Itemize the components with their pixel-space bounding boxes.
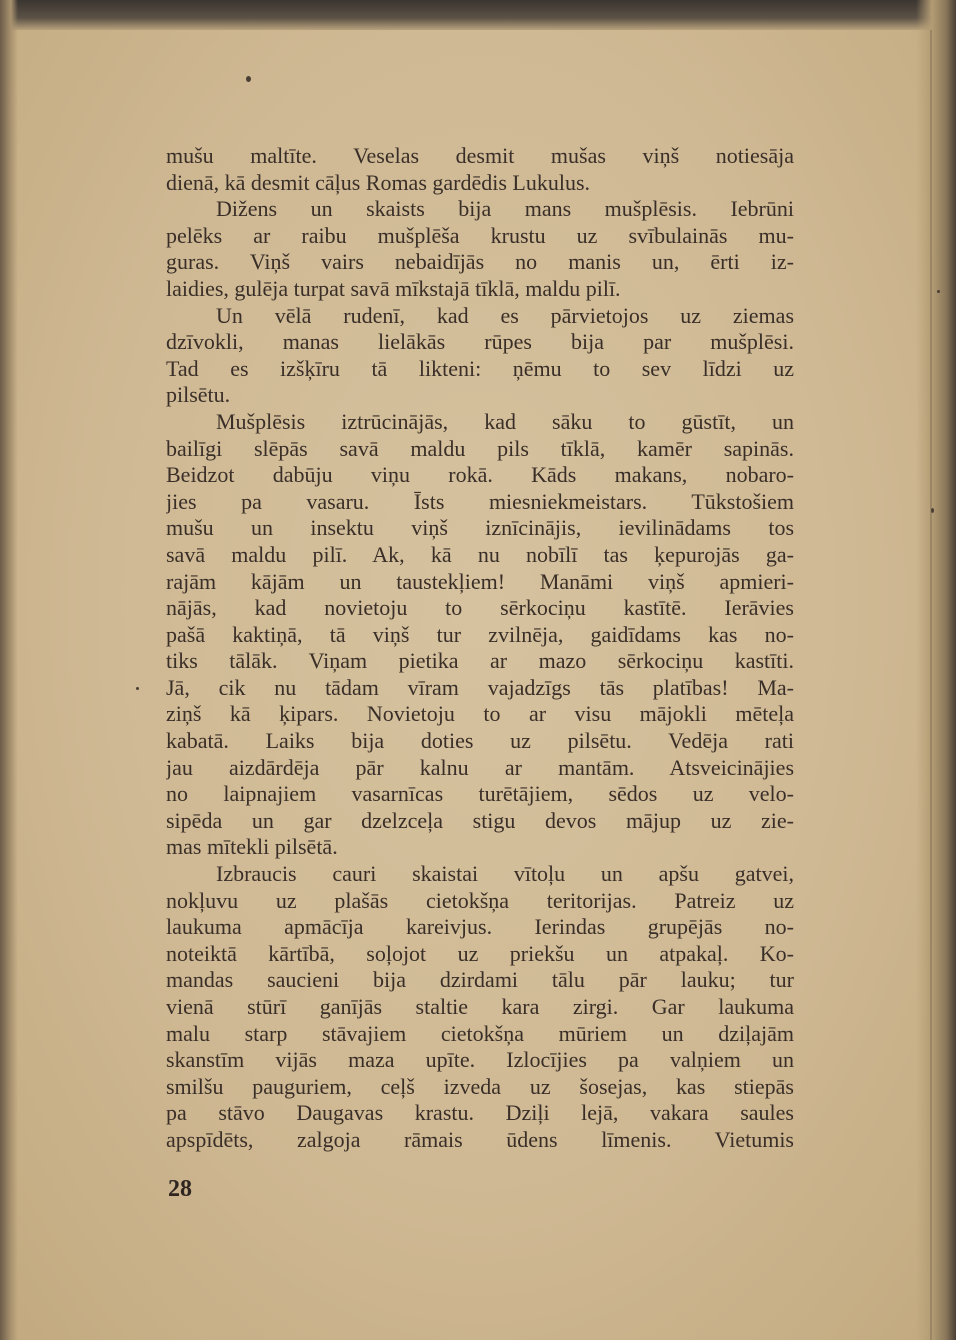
text-line: Izbraucis cauri skaistai vītoļu un apšu gatvei, (216, 861, 794, 887)
ink-speck (937, 290, 940, 293)
text-line: nokļuvu uz plašās cietokšņa teritorijas. Patreiz uz (166, 887, 794, 913)
text-line: tiks tālāk. Viņam pietika ar mazo sērkociņu kastīti. (166, 648, 794, 674)
text-line: pa stāvo Daugavas krastu. Dziļi lejā, vakara saules (166, 1100, 794, 1126)
ink-speck (136, 687, 139, 690)
text-line: dienā, kā desmit cāļus Romas gardēdis Lukulus. (166, 169, 591, 195)
text-line: mas mītekli pilsētā. (166, 834, 338, 860)
text-line: noteiktā kārtībā, soļojot uz priekšu un atpakaļ. Ko- (166, 940, 794, 966)
text-line: laidies, gulēja turpat savā mīkstajā tīklā, maldu pilī. (166, 275, 621, 301)
ink-speck (931, 508, 934, 513)
text-line: no laipnajiem vasarnīcas turētājiem, sēdos uz velo- (166, 781, 794, 807)
text-line: savā maldu pilī. Ak, kā nu nobīlī tas ķepurojās ga- (166, 541, 794, 567)
text-line: Jā, cik nu tādam vīram vajadzīgs tās platības! Ma- (166, 674, 794, 700)
text-line: Un vēlā rudenī, kad es pārvietojos uz ziemas (216, 302, 794, 328)
text-line: Tad es izšķīru tā likteni: ņēmu to sev līdzi uz (166, 355, 794, 381)
text-line: sipēda un gar dzelzceļa stigu devos mājup uz zie- (166, 807, 794, 833)
ink-speck (246, 76, 251, 82)
text-line: guras. Viņš vairs nebaidījās no manis un, ērti iz- (166, 249, 794, 275)
text-line: pelēks ar raibu mušplēša krustu uz svībulainās mu- (166, 222, 794, 248)
text-line: pilsētu. (166, 382, 231, 408)
text-line: jies pa vasaru. Īsts miesniekmeistars. Tūkstošiem (166, 488, 794, 514)
text-line: skanstīm vijās maza upīte. Izlocījies pa valņiem un (166, 1047, 794, 1073)
text-line: Dižens un skaists bija mans mušplēsis. Iebrūni (216, 196, 794, 222)
text-line: nājās, kad novietoju to sērkociņu kastītē. Ierāvies (166, 595, 794, 621)
text-line: laukuma apmācīja kareivjus. Ierindas grupējās no- (166, 914, 794, 940)
text-line: malu starp stāvajiem cietokšņa mūriem un dziļajām (166, 1020, 794, 1046)
text-line: jau aizdārdēja pār kalnu ar mantām. Atsveicinājies (166, 754, 794, 780)
page-number: 28 (168, 1176, 192, 1202)
page-right-edge (916, 0, 956, 1340)
text-line: dzīvokli, manas lielākās rūpes bija par mušplēsi. (166, 329, 794, 355)
text-line: rajām kājām un taustekļiem! Manāmi viņš apmieri- (166, 568, 794, 594)
text-line: vienā stūrī ganījās staltie kara zirgi. Gar laukuma (166, 994, 794, 1019)
page-top-shadow (0, 0, 956, 30)
text-line: Mušplēsis iztrūcinājās, kad sāku to gūstīt, un (216, 408, 794, 434)
text-line: apspīdēts, zalgoja rāmais ūdens līmenis. Vietumis (166, 1126, 794, 1152)
page-left-edge (0, 0, 18, 1340)
page-binding-line (930, 30, 932, 1340)
text-line: bailīgi slēpās savā maldu pils tīklā, kamēr sapinās. (166, 435, 794, 461)
text-line: kabatā. Laiks bija doties uz pilsētu. Vedēja rati (166, 728, 794, 754)
body-text (166, 143, 794, 1154)
text-line: mandas saucieni bija dzirdami tālu pār lauku; tur (166, 967, 794, 993)
text-line: mušu maltīte. Veselas desmit mušas viņš notiesāja (166, 143, 794, 168)
text-line: smilšu pauguriem, ceļš izveda uz šosejas, kas stiepās (166, 1073, 794, 1099)
text-line: pašā kaktiņā, tā viņš tur zvilnēja, gaidīdams kas no- (166, 621, 794, 647)
text-line: Beidzot dabūju viņu rokā. Kāds makans, nobaro- (166, 462, 794, 488)
text-line: ziņš kā ķipars. Novietoju to ar visu mājokli mēteļa (166, 701, 794, 727)
text-line: mušu un insektu viņš iznīcinājis, ievilinādams tos (166, 515, 794, 541)
